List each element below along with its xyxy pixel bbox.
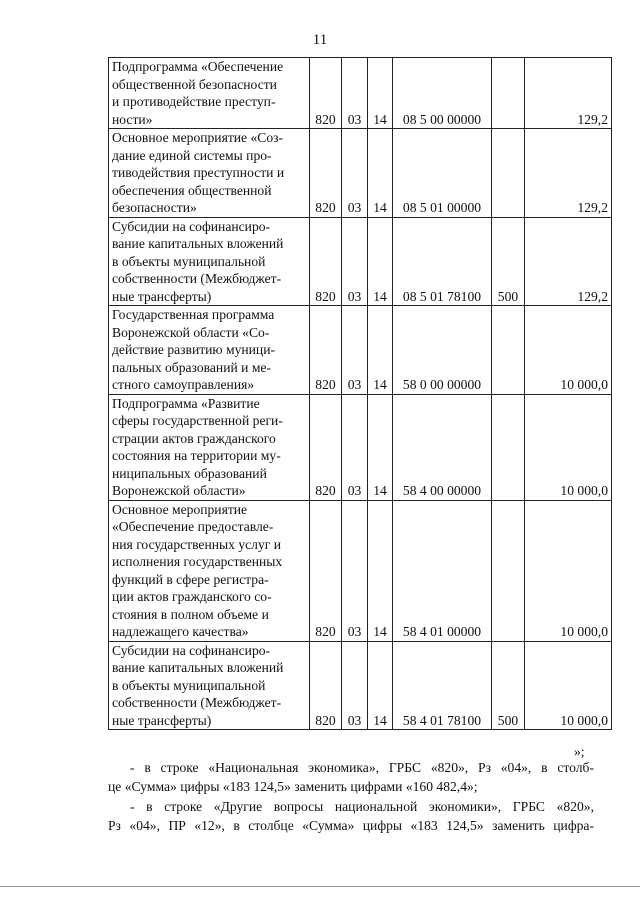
rz-cell: 03 [342,217,368,306]
vr-cell [492,58,525,129]
item-name-line: собственности (Межбюджет- [112,695,282,710]
rz-cell: 03 [342,394,368,500]
item-name-line: дание единой системы про- [112,147,272,163]
item-name-line: стояния в полном объеме и [112,606,269,622]
item-name-line: общественной безопасности [112,76,277,92]
rz-cell: 03 [342,58,368,129]
item-name-line: сферы государственной реги- [112,413,283,428]
item-name-cell [109,129,310,218]
table-row [109,129,612,218]
item-name-line: исполнения государственных [112,554,283,569]
pr-cell: 14 [368,58,393,129]
table-row [109,394,612,500]
sum-cell: 129,2 [525,58,612,129]
item-name-line: Государственная программа [112,307,275,322]
item-name-line: Воронежской области» [112,483,246,498]
paragraph-line: це «Сумма» цифры «183 124,5» заменить цифрами «160 482,4»; [108,779,478,794]
vr-cell: 500 [492,641,525,730]
item-name-line: тиводействия преступности и [112,165,285,180]
sum-cell: 10 000,0 [525,641,612,730]
sum-cell: 10 000,0 [525,394,612,500]
rz-cell: 03 [342,129,368,218]
item-name-line: ные трансферты) [112,288,212,304]
pr-cell: 14 [368,306,393,395]
sum-cell: 129,2 [525,217,612,306]
grbs-cell: 820 [310,58,342,129]
table-row [109,641,612,730]
vr-cell: 500 [492,217,525,306]
table-row [109,58,612,129]
item-name-line: страции актов гражданского [112,430,276,446]
pr-cell: 14 [368,500,393,641]
item-name-line: ные трансферты) [112,712,212,728]
item-name-line: действие развитию муници- [112,342,276,357]
item-name-cell [109,641,310,730]
csr-cell: 58 0 00 00000 [393,306,492,395]
sum-cell: 129,2 [525,129,612,218]
rz-cell: 03 [342,306,368,395]
table-row [109,500,612,641]
item-name-line: состояния на территории му- [112,448,281,463]
budget-table [108,57,612,730]
item-name-line: ния государственных услуг и [112,536,281,552]
item-name-line: вание капитальных вложений [112,236,284,251]
pr-cell: 14 [368,129,393,218]
vr-cell [492,394,525,500]
item-name-line: в объекты муниципальной [112,253,266,269]
grbs-cell: 820 [310,129,342,218]
pr-cell: 14 [368,217,393,306]
rz-cell: 03 [342,641,368,730]
csr-cell: 58 4 00 00000 [393,394,492,500]
item-name-cell [109,500,310,641]
amendment-paragraph-1 [108,758,594,796]
item-name-line: и противодействие преступ- [112,94,276,109]
item-name-line: «Обеспечение предоставле- [112,519,274,534]
item-name-cell [109,306,310,395]
grbs-cell: 820 [310,394,342,500]
item-name-line: Основное мероприятие «Соз- [112,130,284,145]
item-name-line: обеспечения общественной [112,182,272,198]
budget-table-body [109,58,612,730]
item-name-cell [109,217,310,306]
item-name-line: ции актов гражданского со- [112,589,272,604]
table-row [109,306,612,395]
item-name-line: безопасности» [112,200,197,215]
sum-cell: 10 000,0 [525,500,612,641]
closing-quote: »; [574,744,585,759]
table-row [109,217,612,306]
vr-cell [492,129,525,218]
csr-cell: 58 4 01 00000 [393,500,492,641]
sum-cell: 10 000,0 [525,306,612,395]
item-name-line: функций в сфере регистра- [112,571,269,587]
page-number: 11 [312,32,328,48]
paragraph-line: - в строке «Национальная экономика», ГРБС «820», Рз «04», в столб- [130,760,594,775]
item-name-line: Подпрограмма «Обеспечение [112,59,284,74]
vr-cell [492,306,525,395]
item-name-line: Субсидии на софинансиро- [112,642,271,658]
item-name-line: надлежащего качества» [112,624,249,639]
pr-cell: 14 [368,641,393,730]
item-name-line: ности» [112,111,153,127]
grbs-cell: 820 [310,217,342,306]
amendment-paragraph-2 [108,797,594,835]
scan-edge-line [0,886,640,887]
item-name-line: вание капитальных вложений [112,660,284,675]
csr-cell: 58 4 01 78100 [393,641,492,730]
grbs-cell: 820 [310,641,342,730]
item-name-line: Основное мероприятие [112,501,248,517]
vr-cell [492,500,525,641]
item-name-cell [109,58,310,129]
grbs-cell: 820 [310,500,342,641]
csr-cell: 08 5 01 00000 [393,129,492,218]
item-name-cell [109,394,310,500]
csr-cell: 08 5 01 78100 [393,217,492,306]
rz-cell: 03 [342,500,368,641]
item-name-line: Воронежской области «Со- [112,324,270,340]
item-name-line: Подпрограмма «Развитие [112,395,260,411]
paragraph-line: - в строке «Другие вопросы национальной экономики», ГРБС «820», [130,799,594,814]
item-name-line: собственности (Межбюджет- [112,271,282,286]
csr-cell: 08 5 00 00000 [393,58,492,129]
item-name-line: пальных образований и ме- [112,359,271,375]
item-name-line: Субсидии на софинансиро- [112,218,271,234]
item-name-line: стного самоуправления» [112,377,255,392]
grbs-cell: 820 [310,306,342,395]
paragraph-line: Рз «04», ПР «12», в столбце «Сумма» цифры «183 124,5» заменить цифра- [108,818,594,833]
item-name-line: в объекты муниципальной [112,677,266,693]
item-name-line: ниципальных образований [112,465,267,481]
pr-cell: 14 [368,394,393,500]
